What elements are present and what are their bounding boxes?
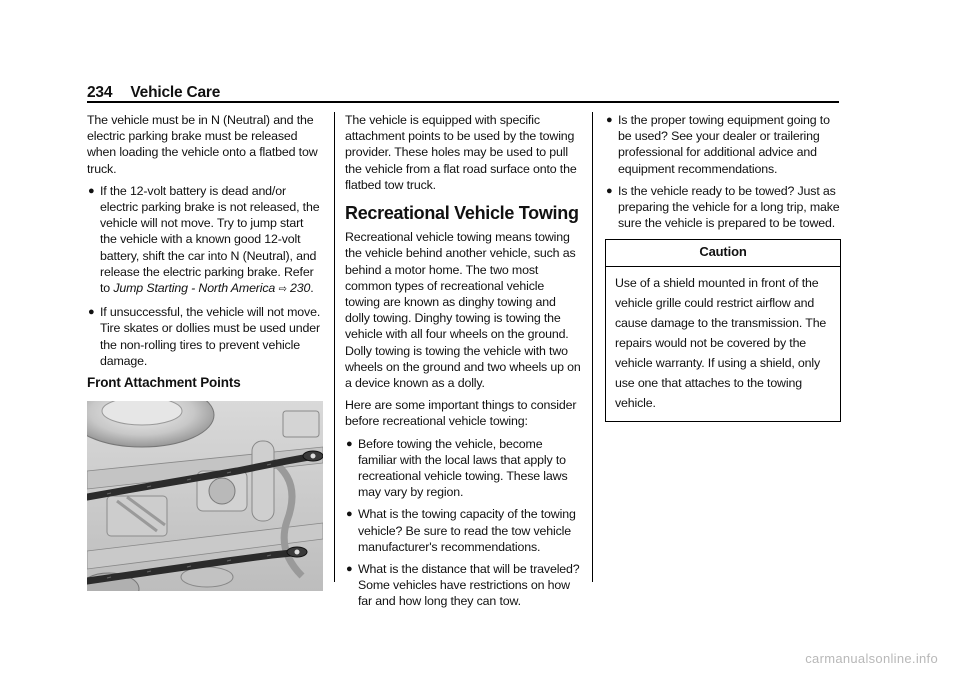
bullet-text: What is the distance that will be traveled? Some vehicles have restrictions on how far and how long they can tow. bbox=[358, 562, 580, 609]
paragraph-neutral: The vehicle must be in N (Neutral) and the electric parking brake must be released when loading the vehicle onto a flatbed tow truck. bbox=[87, 113, 318, 176]
front-attachment-illustration bbox=[87, 401, 323, 591]
reference-page: 230 bbox=[290, 281, 311, 296]
bullet-icon: ● bbox=[88, 184, 95, 197]
caution-title: Caution bbox=[606, 240, 840, 266]
column-left bbox=[87, 112, 323, 591]
bullet-list bbox=[345, 436, 581, 610]
watermark: carmanualsonline.info bbox=[805, 651, 938, 666]
cross-reference-link[interactable] bbox=[113, 281, 310, 295]
heading-recreational-towing: Recreational Vehicle Towing bbox=[345, 203, 579, 224]
list-item bbox=[605, 112, 841, 177]
bullet-icon: ● bbox=[346, 563, 353, 576]
header-rule bbox=[87, 101, 839, 103]
bullet-text: What is the towing capacity of the towing vehicle? Be sure to read the tow vehicle manufacturer's recommendations. bbox=[358, 507, 576, 554]
bullet-icon: ● bbox=[606, 114, 613, 126]
subheading-front-attachment: Front Attachment Points bbox=[87, 375, 241, 391]
list-item bbox=[345, 506, 581, 555]
caution-text: Use of a shield mounted in front of the vehicle grille could restrict airflow and cause damage to the transmission. The repairs would not be covered by the vehicle warranty. If using a shield, only use one that attaches to the towing vehicle. bbox=[615, 275, 827, 410]
bullet-text: Before towing the vehicle, become familiar with the local laws that apply to recreational vehicle towing. These laws may vary by region. bbox=[358, 436, 568, 500]
column-divider bbox=[592, 112, 593, 582]
bullet-icon: ● bbox=[88, 306, 95, 319]
list-item bbox=[605, 183, 841, 232]
column-middle bbox=[345, 112, 581, 616]
list-item bbox=[87, 304, 323, 369]
caution-box bbox=[605, 239, 841, 421]
list-item bbox=[345, 436, 581, 501]
paragraph-considerations: Here are some important things to consider before recreational vehicle towing: bbox=[345, 398, 577, 429]
paragraph-recreational-towing: Recreational vehicle towing means towing the vehicle behind another vehicle, such as behind a motor home. The two most common types of recreational vehicle towing are known as dinghy towing and dolly towing. Dinghy towing is towing the vehicle with all four wheels on the ground. Dolly towing is towing the vehicle with two wheels on the ground and two wheels up on a device known as a dolly. bbox=[345, 230, 581, 391]
bullet-text: Is the vehicle ready to be towed? Just as preparing the vehicle for a long trip, make sure the vehicle is prepared to be towed. bbox=[618, 183, 840, 231]
bullet-text: Is the proper towing equipment going to be used? See your dealer or trailering professional for additional advice and equipment recommendations. bbox=[618, 113, 830, 176]
page-ref-arrow-icon: ⇨ bbox=[278, 284, 287, 296]
paragraph-attachment-points: The vehicle is equipped with specific attachment points to be used by the towing provider. These holes may be used to pull the vehicle from a flat road surface onto the flatbed tow truck. bbox=[345, 113, 577, 192]
list-item: ● If the 12-volt battery is dead and/or electric parking brake is not released, the vehicle will not move. Try to jump start the vehicle with a known good 12-volt battery, shift the car into N (Neutral), and release the electric parking brake. Refer to Jump Starting - North America ⇨ 230. bbox=[88, 183, 320, 296]
section-title: Vehicle Care bbox=[130, 84, 221, 101]
page-header bbox=[87, 84, 220, 102]
list-item bbox=[345, 561, 581, 610]
bullet-text: If unsuccessful, the vehicle will not move. Tire skates or dollies must be used under the non-rolling tires to prevent vehicle damage. bbox=[100, 305, 321, 368]
page-number: 234 bbox=[87, 84, 113, 101]
bullet-list bbox=[605, 112, 841, 231]
column-right bbox=[605, 112, 841, 422]
bullet-icon: ● bbox=[346, 508, 353, 521]
bullet-list bbox=[87, 183, 323, 369]
reference-title: Jump Starting - North America bbox=[113, 281, 276, 296]
bullet-icon: ● bbox=[606, 184, 613, 197]
bullet-text: If the 12-volt battery is dead and/or electric parking brake is not released, the vehicle will not move. Try to jump start the vehicle with a known good 12-volt battery, shift the car into N (Neutral), and release the electric parking brake. Refer to bbox=[100, 183, 320, 296]
bullet-icon: ● bbox=[346, 437, 353, 450]
column-divider bbox=[334, 112, 335, 582]
